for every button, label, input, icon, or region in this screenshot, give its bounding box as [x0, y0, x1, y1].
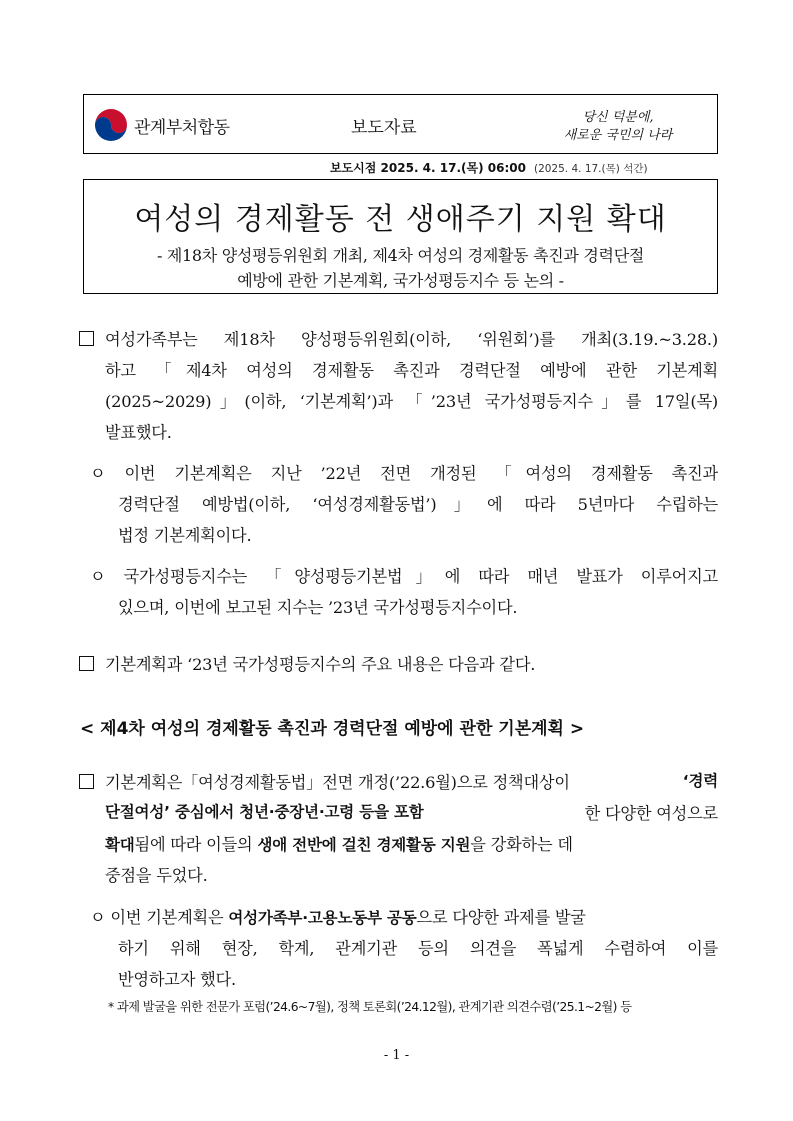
embargo-note: (2025. 4. 17.(목) 석간)	[533, 163, 648, 175]
org-name: 관계부처합동	[134, 118, 230, 138]
bullet3-line1: ㅇ 이번 기본계획은 여성가족부·고용노동부 공동으로 다양한 과제를 발굴	[90, 908, 586, 927]
title-box	[83, 179, 718, 294]
bullet3-line3: 반영하고자 했다.	[118, 970, 236, 989]
bullet1-line1: ㅇ 이번 기본계획은 지난 ’22년 전면 개정된 「여성의 경제활동 촉진과	[90, 464, 718, 483]
section-heading: < 제4차 여성의 경제활동 촉진과 경력단절 예방에 관한 기본계획 >	[80, 719, 585, 739]
bullet1-line3: 법정 기본계획이다.	[118, 526, 252, 545]
slogan-line1: 당신 덕분에,	[582, 110, 654, 125]
para1-line4: 발표했다.	[105, 423, 172, 442]
doc-type: 보도자료	[351, 118, 417, 138]
checkbox-bullet-icon	[79, 655, 104, 674]
checkbox-bullet-icon	[79, 330, 104, 349]
para2: 기본계획과 ‘23년 국가성평등지수의 주요 내용은 다음과 같다.	[105, 655, 536, 674]
government-emblem-icon	[94, 108, 128, 142]
page-number: - 1 -	[383, 1048, 410, 1063]
checkbox-bullet-icon	[79, 773, 104, 792]
bullet2-line1: ㅇ 국가성평등지수는 「양성평등기본법」에 따라 매년 발표가 이루어지고	[90, 567, 718, 586]
para3-line4: 중점을 두었다.	[105, 866, 208, 885]
slogan-line2: 새로운 국민의 나라	[563, 128, 673, 143]
page-title: 여성의 경제활동 전 생애주기 지원 확대	[134, 202, 667, 237]
bullet2-line2: 있으며, 이번에 보고된 지수는 ’23년 국가성평등지수이다.	[118, 598, 518, 617]
release-time: 보도시점 2025. 4. 17.(목) 06:00 (2025. 4. 17.(목) 석간)	[330, 161, 648, 175]
bullet3-line2: 하기 위해 현장, 학계, 관계기관 등의 의견을 폭넓게 수렴하여 이를	[118, 939, 718, 958]
subtitle-line1: - 제18차 양성평등위원회 개최, 제4차 여성의 경제활동 촉진과 경력단절	[156, 246, 645, 265]
para3-line1: 기본계획은「여성경제활동법」전면 개정(’22.6월)으로 정책대상이 ‘경력	[105, 772, 718, 792]
subtitle-line2: 예방에 관한 기본계획, 국가성평등지수 등 논의 -	[237, 271, 564, 290]
bullet1-line2: 경력단절 예방법(이하, ‘여성경제활동법’)」에 따라 5년마다 수립하는	[118, 495, 718, 514]
handwritten-slogan	[533, 103, 703, 147]
header-box	[83, 94, 718, 154]
para1-line3: (2025~2029)」(이하, ‘기본계획’)과 「’23년 국가성평등지수」를 17일(목)	[105, 392, 718, 411]
footnote: * 과제 발굴을 위한 전문가 포럼(’24.6~7월), 정책 토론회(’24.12월), 관계기관 의견수렴(’25.1~2월) 등	[108, 1000, 632, 1014]
para3-line2: 단절여성’ 중심에서 청년·중장년·고령 등을 포함 한 다양한 여성으로	[105, 803, 718, 823]
para1-line2: 하고 「제4차 여성의 경제활동 촉진과 경력단절 예방에 관한 기본계획	[105, 361, 718, 380]
para3-line3: 확대됨에 따라 이들의 생애 전반에 걸친 경제활동 지원을 강화하는 데	[105, 835, 573, 854]
para1-line1: 여성가족부는 제18차 양성평등위원회(이하, ‘위원회’)를 개최(3.19.~3.28.)	[105, 330, 718, 349]
